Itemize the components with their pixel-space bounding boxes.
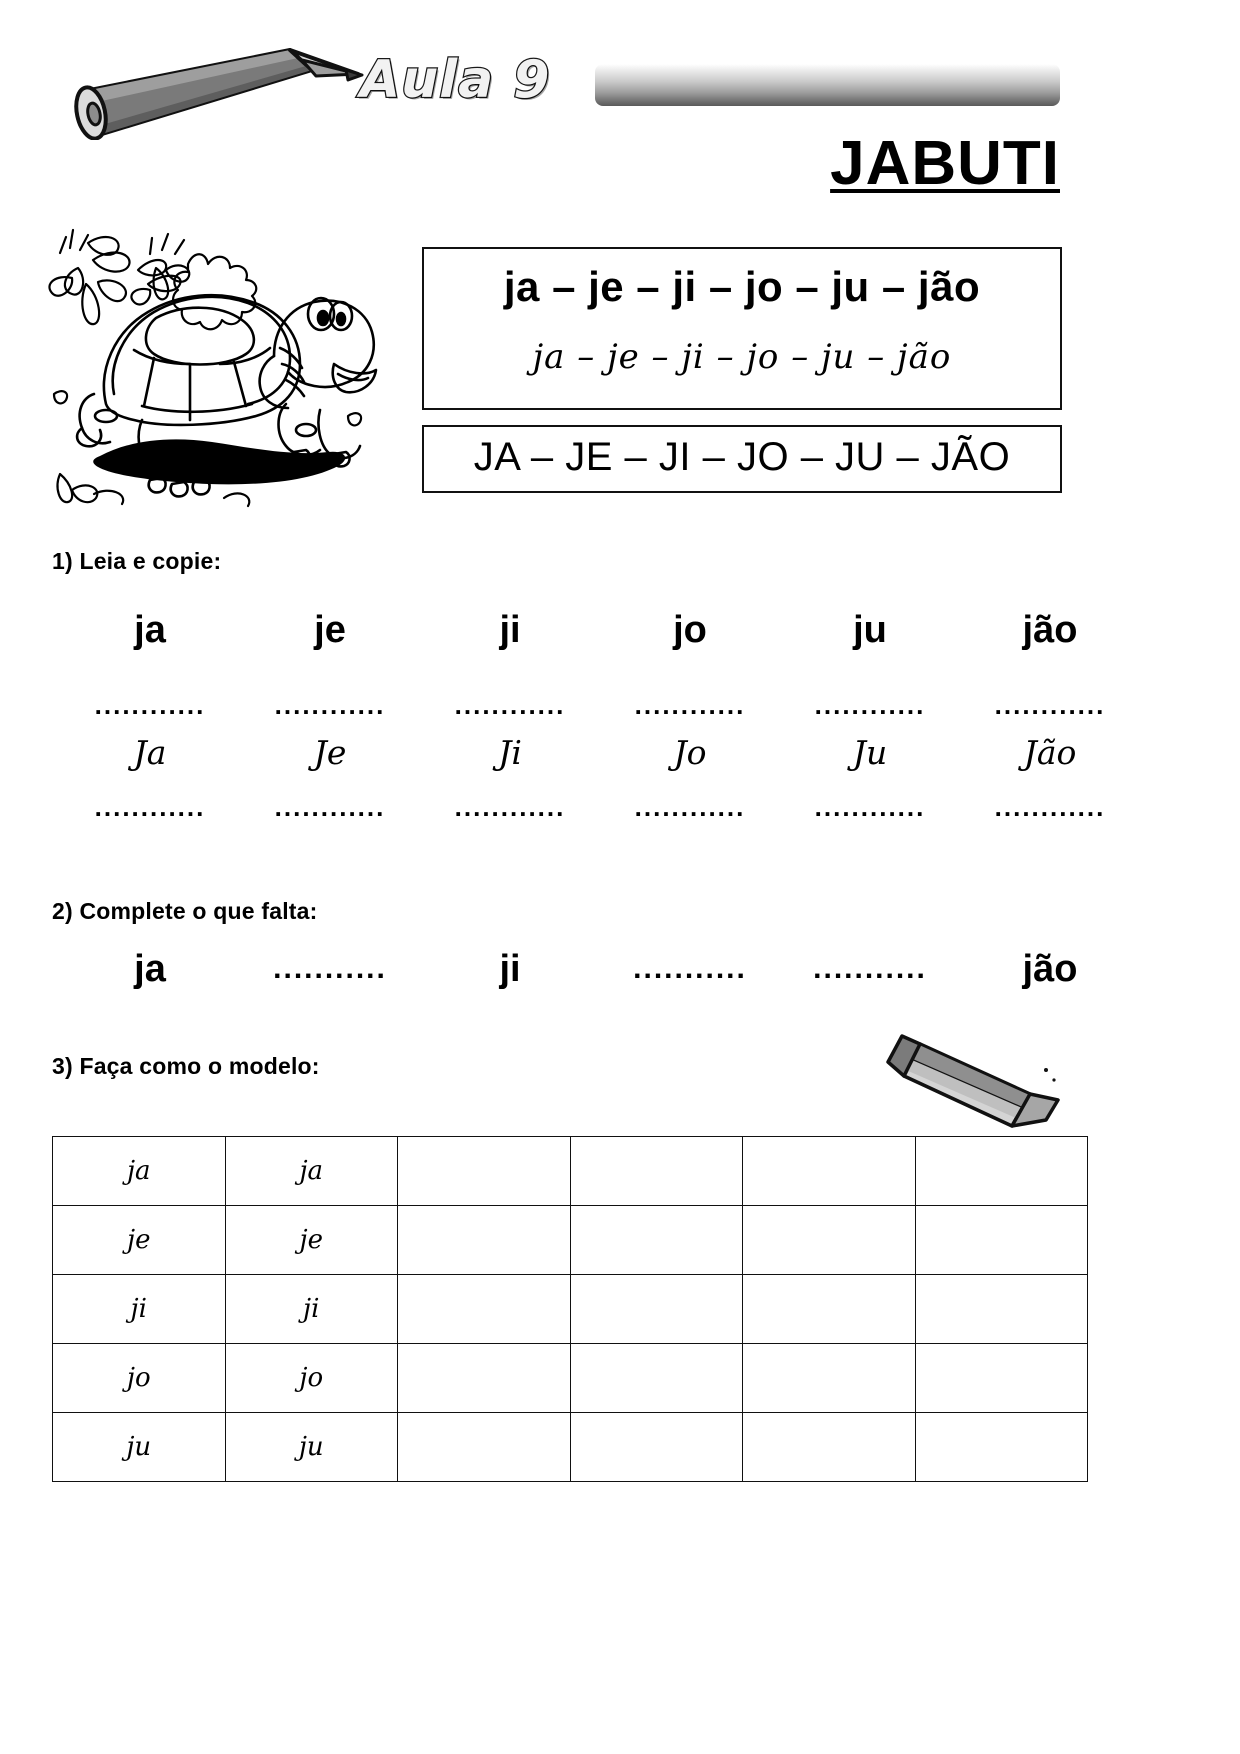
- writing-line[interactable]: ............: [814, 792, 926, 822]
- table-cell-model: ja: [225, 1137, 398, 1206]
- writing-line[interactable]: ............: [634, 690, 746, 720]
- table-cell-blank[interactable]: [915, 1275, 1088, 1344]
- page-title: JABUTI: [830, 129, 1060, 198]
- exercise-1-column: [240, 600, 420, 844]
- table-cell-blank[interactable]: [398, 1137, 571, 1206]
- exercise-1-column: [960, 600, 1140, 844]
- syllable-cursive: Ja: [133, 733, 167, 772]
- table-cell-blank[interactable]: [570, 1413, 743, 1482]
- table-cell-model: ju: [53, 1413, 226, 1482]
- header-decoration-bar: [595, 64, 1060, 106]
- exercise-2-blank[interactable]: ...........: [273, 952, 387, 985]
- exercise-1-column: [780, 600, 960, 844]
- syllable-line-lowercase: ja – je – ji – jo – ju – jão: [503, 263, 981, 310]
- exercise-2-cell: ja: [134, 948, 166, 990]
- exercise-1-column: [600, 600, 780, 844]
- writing-line[interactable]: ............: [454, 690, 566, 720]
- writing-line[interactable]: ............: [634, 792, 746, 822]
- table-row: [53, 1206, 1088, 1275]
- syllable-print: jão: [1022, 609, 1078, 651]
- table-cell-blank[interactable]: [915, 1344, 1088, 1413]
- table-cell-blank[interactable]: [743, 1413, 916, 1482]
- tortoise-line-drawing: [38, 198, 378, 510]
- syllable-cursive: Ju: [852, 733, 888, 772]
- table-cell-blank[interactable]: [398, 1275, 571, 1344]
- exercise-2-blank[interactable]: ...........: [633, 952, 747, 985]
- table-cell-blank[interactable]: [398, 1413, 571, 1482]
- syllable-print: ju: [853, 609, 887, 651]
- writing-line[interactable]: ............: [94, 792, 206, 822]
- table-row: [53, 1413, 1088, 1482]
- syllable-cursive: Jão: [1023, 733, 1077, 772]
- table-cell-blank[interactable]: [570, 1275, 743, 1344]
- table-cell-blank[interactable]: [743, 1344, 916, 1413]
- syllable-line-cursive: ja – je – ji – jo – ju – jão: [532, 337, 952, 377]
- table-cell-blank[interactable]: [915, 1413, 1088, 1482]
- writing-line[interactable]: ............: [94, 690, 206, 720]
- table-cell-model: ji: [225, 1275, 398, 1344]
- syllable-banner-print: [422, 247, 1062, 410]
- syllable-cursive: Jo: [673, 733, 707, 772]
- writing-line[interactable]: ............: [994, 690, 1106, 720]
- syllable-print: jo: [673, 609, 707, 651]
- exercise-2-blank[interactable]: ...........: [813, 952, 927, 985]
- exercise-1-column: [60, 600, 240, 844]
- exercise-2-heading: 2) Complete o que falta:: [52, 898, 318, 924]
- table-cell-blank[interactable]: [398, 1206, 571, 1275]
- pencil-icon: [40, 30, 370, 140]
- syllable-print: ji: [499, 609, 521, 651]
- table-cell-blank[interactable]: [915, 1206, 1088, 1275]
- table-cell-blank[interactable]: [915, 1137, 1088, 1206]
- exercise-1-grid: [60, 600, 1140, 844]
- table-cell-model: ja: [53, 1137, 226, 1206]
- table-row: [53, 1137, 1088, 1206]
- table-cell-blank[interactable]: [398, 1344, 571, 1413]
- exercise-2-grid: [60, 938, 1140, 1000]
- table-cell-blank[interactable]: [570, 1344, 743, 1413]
- writing-line[interactable]: ............: [454, 792, 566, 822]
- table-cell-model: je: [53, 1206, 226, 1275]
- exercise-3-heading: 3) Faça como o modelo:: [52, 1053, 320, 1079]
- table-row: [53, 1275, 1088, 1344]
- writing-line[interactable]: ............: [814, 690, 926, 720]
- table-cell-blank[interactable]: [570, 1206, 743, 1275]
- syllable-line-uppercase: JA – JE – JI – JO – JU – JÃO: [473, 435, 1011, 479]
- syllable-print: je: [314, 609, 346, 651]
- table-cell-model: jo: [53, 1344, 226, 1413]
- syllable-cursive: Ji: [498, 733, 522, 772]
- table-cell-blank[interactable]: [743, 1275, 916, 1344]
- table-cell-blank[interactable]: [570, 1137, 743, 1206]
- syllable-print: ja: [134, 609, 166, 651]
- table-cell-blank[interactable]: [743, 1206, 916, 1275]
- page-header: [0, 0, 1240, 200]
- table-row: [53, 1344, 1088, 1413]
- table-cell-model: jo: [225, 1344, 398, 1413]
- table-cell-model: je: [225, 1206, 398, 1275]
- syllable-banner-uppercase: [422, 425, 1062, 493]
- syllable-cursive: Je: [313, 733, 347, 772]
- writing-line[interactable]: ............: [994, 792, 1106, 822]
- table-cell-model: ji: [53, 1275, 226, 1344]
- pencil-icon: [880, 1022, 1070, 1132]
- exercise-3-table: [52, 1136, 1088, 1482]
- exercise-2-cell: ji: [499, 948, 521, 990]
- exercise-1-heading: 1) Leia e copie:: [52, 548, 222, 574]
- lesson-label: Aula 9: [360, 50, 551, 110]
- exercise-1-column: [420, 600, 600, 844]
- writing-line[interactable]: ............: [274, 690, 386, 720]
- writing-line[interactable]: ............: [274, 792, 386, 822]
- table-cell-model: ju: [225, 1413, 398, 1482]
- exercise-2-cell: jão: [1022, 948, 1078, 990]
- table-cell-blank[interactable]: [743, 1137, 916, 1206]
